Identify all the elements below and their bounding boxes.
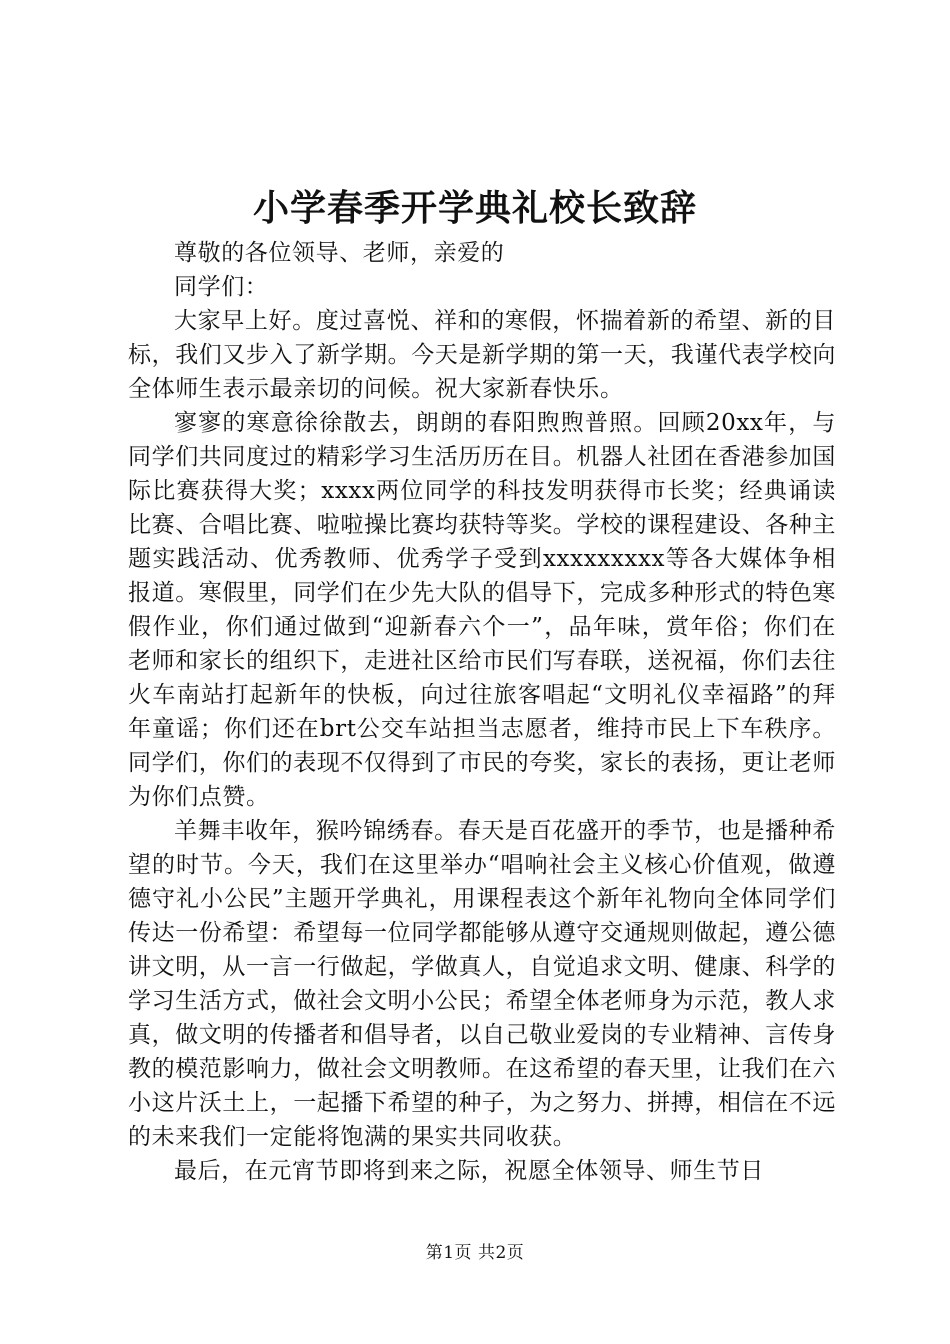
paragraph-1: 大家早上好。度过喜悦、祥和的寒假，怀揣着新的希望、新的目标，我们又步入了新学期。今天是新学期的第一天，我谨代表学校向全体师生表示最亲切的问候。祝大家新春快乐。	[128, 308, 836, 402]
page-footer: 第1页 共2页	[425, 1243, 525, 1263]
paragraph-4: 最后，在元宵节即将到来之际，祝愿全体领导、师生节日	[174, 1158, 764, 1184]
paragraph-2: 寥寥的寒意徐徐散去，朗朗的春阳煦煦普照。回顾20xx年，与同学们共同度过的精彩学习生活历历在目。机器人社团在香港参加国际比赛获得大奖；xxxx两位同学的科技发明获得市长奖；经典诵读比赛、合唱比赛、啦啦操比赛均获特等奖。学校的课程建设、各种主题实践活动、优秀教师、优秀学子受到xxxxxxxxx等各大媒体争相报道。寒假里，同学们在少先大队的倡导下，完成多种形式的特色寒假作业，你们通过做到“迎新春六个一”，品年味，赏年俗；你们在老师和家长的组织下，走进社区给市民们写春联，送祝福，你们去往火车南站打起新年的快板，向过往旅客唱起“文明礼仪幸福路”的拜年童谣；你们还在brt公交车站担当志愿者，维持市民上下车秩序。同学们，你们的表现不仅得到了市民的夸奖，家长的表扬，更让老师为你们点赞。	[128, 410, 836, 810]
greeting-line-2: 同学们：	[174, 274, 269, 300]
greeting-line-1: 尊敬的各位领导、老师，亲爱的	[174, 240, 505, 266]
document-title: 小学春季开学典礼校长致辞	[252, 187, 697, 229]
document-body	[128, 236, 836, 1188]
paragraph-3: 羊舞丰收年，猴吟锦绣春。春天是百花盛开的季节，也是播种希望的时节。今天，我们在这里举办“唱响社会主义核心价值观，做遵德守礼小公民”主题开学典礼，用课程表这个新年礼物向全体同学们传达一份希望：希望每一位同学都能够从遵守交通规则做起，遵公德讲文明，从一言一行做起，学做真人，自觉追求文明、健康、科学的学习生活方式，做社会文明小公民；希望全体老师身为示范，教人求真，做文明的传播者和倡导者，以自己敬业爱岗的专业精神、言传身教的模范影响力，做社会文明教师。在这希望的春天里，让我们在六小这片沃土上，一起播下希望的种子，为之努力、拼搏，相信在不远的未来我们一定能将饱满的果实共同收获。	[128, 818, 836, 1150]
